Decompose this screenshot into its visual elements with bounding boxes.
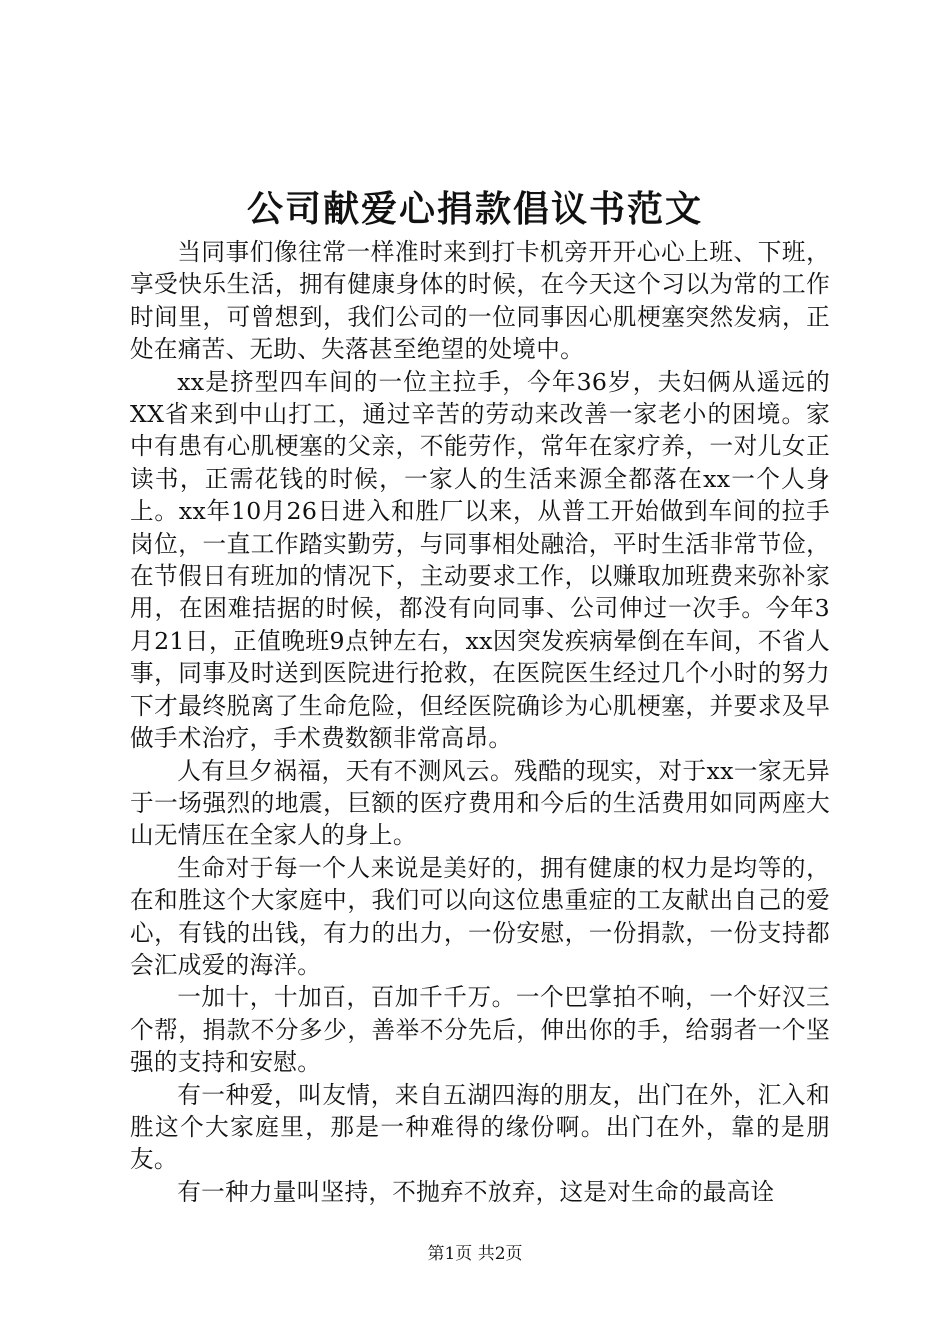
paragraph-7: 有一种力量叫坚持，不抛弃不放弃，这是对生命的最高诠: [177, 1177, 775, 1206]
paragraph-5: 一加十，十加百，百加千千万。一个巴掌拍不响，一个好汉三个帮，捐款不分多少，善举不分先后，伸出你的手，给弱者一个坚强的支持和安慰。: [130, 983, 830, 1077]
paragraph-1: 当同事们像往常一样准时来到打卡机旁开开心心上班、下班，享受快乐生活，拥有健康身体的时候，在今天这个习以为常的工作时间里，可曾想到，我们公司的一位同事因心肌梗塞突然发病，正处在痛苦、无助、失落甚至绝望的处境中。: [130, 238, 830, 364]
document-title: 公司献爱心捐款倡议书范文: [246, 188, 703, 230]
paragraph-6: 有一种爱，叫友情，来自五湖四海的朋友，出门在外，汇入和胜这个大家庭里，那是一种难得的缘份啊。出门在外，靠的是朋友。: [130, 1080, 830, 1174]
paragraph-4: 生命对于每一个人来说是美好的，拥有健康的权力是均等的，在和胜这个大家庭中，我们可以向这位患重症的工友献出自己的爱心，有钱的出钱，有力的出力，一份安慰，一份捐款，一份支持都会汇成爱的海洋。: [130, 853, 830, 979]
document-body: [130, 236, 830, 1208]
paragraph-3: 人有旦夕祸福，天有不测风云。残酷的现实，对于xx一家无异于一场强烈的地震，巨额的医疗费用和今后的生活费用如同两座大山无情压在全家人的身上。: [130, 756, 830, 850]
page-number-footer: 第1页 共2页: [427, 1244, 523, 1264]
paragraph-2: xx是挤型四车间的一位主拉手，今年36岁，夫妇俩从遥远的XX省来到中山打工，通过辛苦的劳动来改善一家老小的困境。家中有患有心肌梗塞的父亲，不能劳作，常年在家疗养，一对儿女正读书，正需花钱的时候，一家人的生活来源全都落在xx一个人身上。xx年10月26日进入和胜厂以来，从普工开始做到车间的拉手岗位，一直工作踏实勤劳，与同事相处融洽，平时生活非常节俭，在节假日有班加的情况下，主动要求工作，以赚取加班费来弥补家用，在困难拮据的时候，都没有向同事、公司伸过一次手。今年3月21日，正值晚班9点钟左右，xx因突发疾病晕倒在车间，不省人事，同事及时送到医院进行抢救，在医院医生经过几个小时的努力下才最终脱离了生命危险，但经医院确诊为心肌梗塞，并要求及早做手术治疗，手术费数额非常高昂。: [130, 367, 830, 753]
